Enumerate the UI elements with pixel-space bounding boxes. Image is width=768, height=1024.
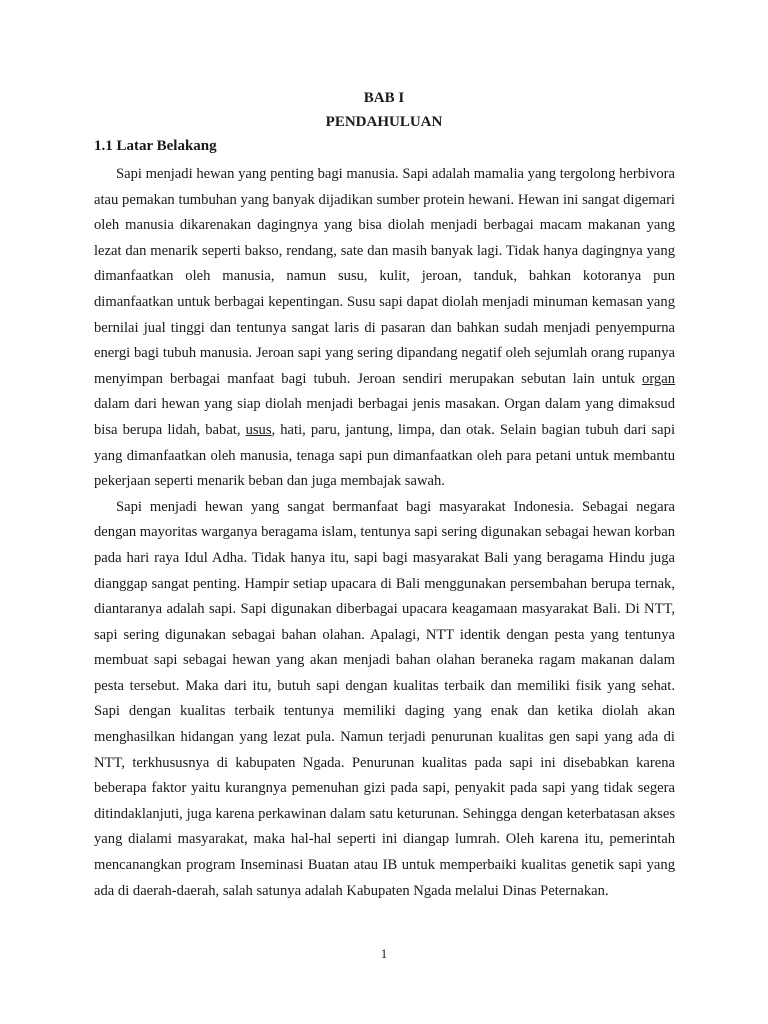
body-text [94, 162, 675, 904]
chapter-number: BAB I [363, 90, 405, 106]
paragraph-1-part-2: dalam dari hewan yang siap diolah menjadi berbagai jenis masakan. Organ dalam yang dimaksud bisa berupa lidah, babat, [94, 396, 675, 438]
paragraph-1-part-3: , hati, paru, jantung, limpa, dan otak. Selain bagian tubuh dari sapi yang dimanfaatkan oleh manusia, tenaga sapi pun dimanfaatkan oleh para petani untuk membantu pekerjaan seperti menarik beban dan juga membajak sawah. [94, 421, 675, 490]
paragraph-2: Sapi menjadi hewan yang sangat bermanfaat bagi masyarakat Indonesia. Sebagai negara dengan mayoritas warganya beragama islam, tentunya sapi sering digunakan sebagai hewan korban pada hari raya Idul Adha. Tidak hanya itu, sapi bagi masyarakat Bali yang beragama Hindu juga dianggap sangat penting. Hampir setiap upacara di Bali menggunakan persembahan berupa ternak, diantaranya adalah sapi. Sapi digunakan diberbagai upacara keagamaan masyarakat Bali. Di NTT, sapi sering digunakan sebagai bahan olahan. Apalagi, NTT identik dengan pesta yang tentunya membuat sapi sebagai hewan yang akan menjadi bahan olahan beraneka ragam makanan dalam pesta tersebut. Maka dari itu, butuh sapi dengan kualitas terbaik dan memiliki fisik yang sehat. Sapi dengan kualitas terbaik tentunya memiliki daging yang enak dan ketika diolah akan menghasilkan hidangan yang lezat pula. Namun terjadi penurunan kualitas gen sapi yang ada di NTT, terkhususnya di kabupaten Ngada. Penurunan kualitas pada sapi ini disebabkan karena beberapa faktor yaitu kurangnya pemenuhan gizi pada sapi, penyakit pada sapi yang tidak segera ditindaklanjuti, juga karena perkawinan dalam satu keturunan. Sehingga dengan keterbatasan akses yang dialami masyarakat, maka hal-hal seperti ini diangap lumrah. Oleh karena itu, pemerintah mencanangkan program Inseminasi Buatan atau IB untuk memperbaiki kualitas genetik sapi yang ada di daerah-daerah, salah satunya adalah Kabupaten Ngada melalui Dinas Peternakan. [94, 498, 675, 899]
paragraph-1 [94, 162, 675, 495]
underlined-word-organ: organ [642, 370, 675, 387]
paragraph-1-part-1: Sapi menjadi hewan yang penting bagi manusia. Sapi adalah mamalia yang tergolong herbivora atau pemakan tumbuhan yang banyak dijadikan sumber protein hewani. Hewan ini sangat digemari oleh manusia dikarenakan dagingnya yang bisa diolah menjadi berbagai macam makanan yang lezat dan menarik seperti bakso, rendang, sate dan masih banyak lagi. Tidak hanya dagingnya yang dimanfaatkan oleh manusia, namun susu, kulit, jeroan, tanduk, bahkan kotoranya pun dimanfaatkan untuk berbagai kepentingan. Susu sapi dapat diolah menjadi minuman kemasan yang bernilai jual tinggi dan tentunya sangat laris di pasaran dan bahkan sudah menjadi penyempurna energi bagi tubuh manusia. Jeroan sapi yang sering dipandang negatif oleh sejumlah orang rupanya menyimpan berbagai manfaat bagi tubuh. Jeroan sendiri merupakan sebutan lain untuk [94, 166, 675, 387]
chapter-title: PENDAHULUAN [325, 114, 443, 130]
underlined-word-usus: usus [245, 421, 272, 438]
section-heading: 1.1 Latar Belakang [94, 138, 217, 154]
page-number: 1 [380, 946, 388, 961]
